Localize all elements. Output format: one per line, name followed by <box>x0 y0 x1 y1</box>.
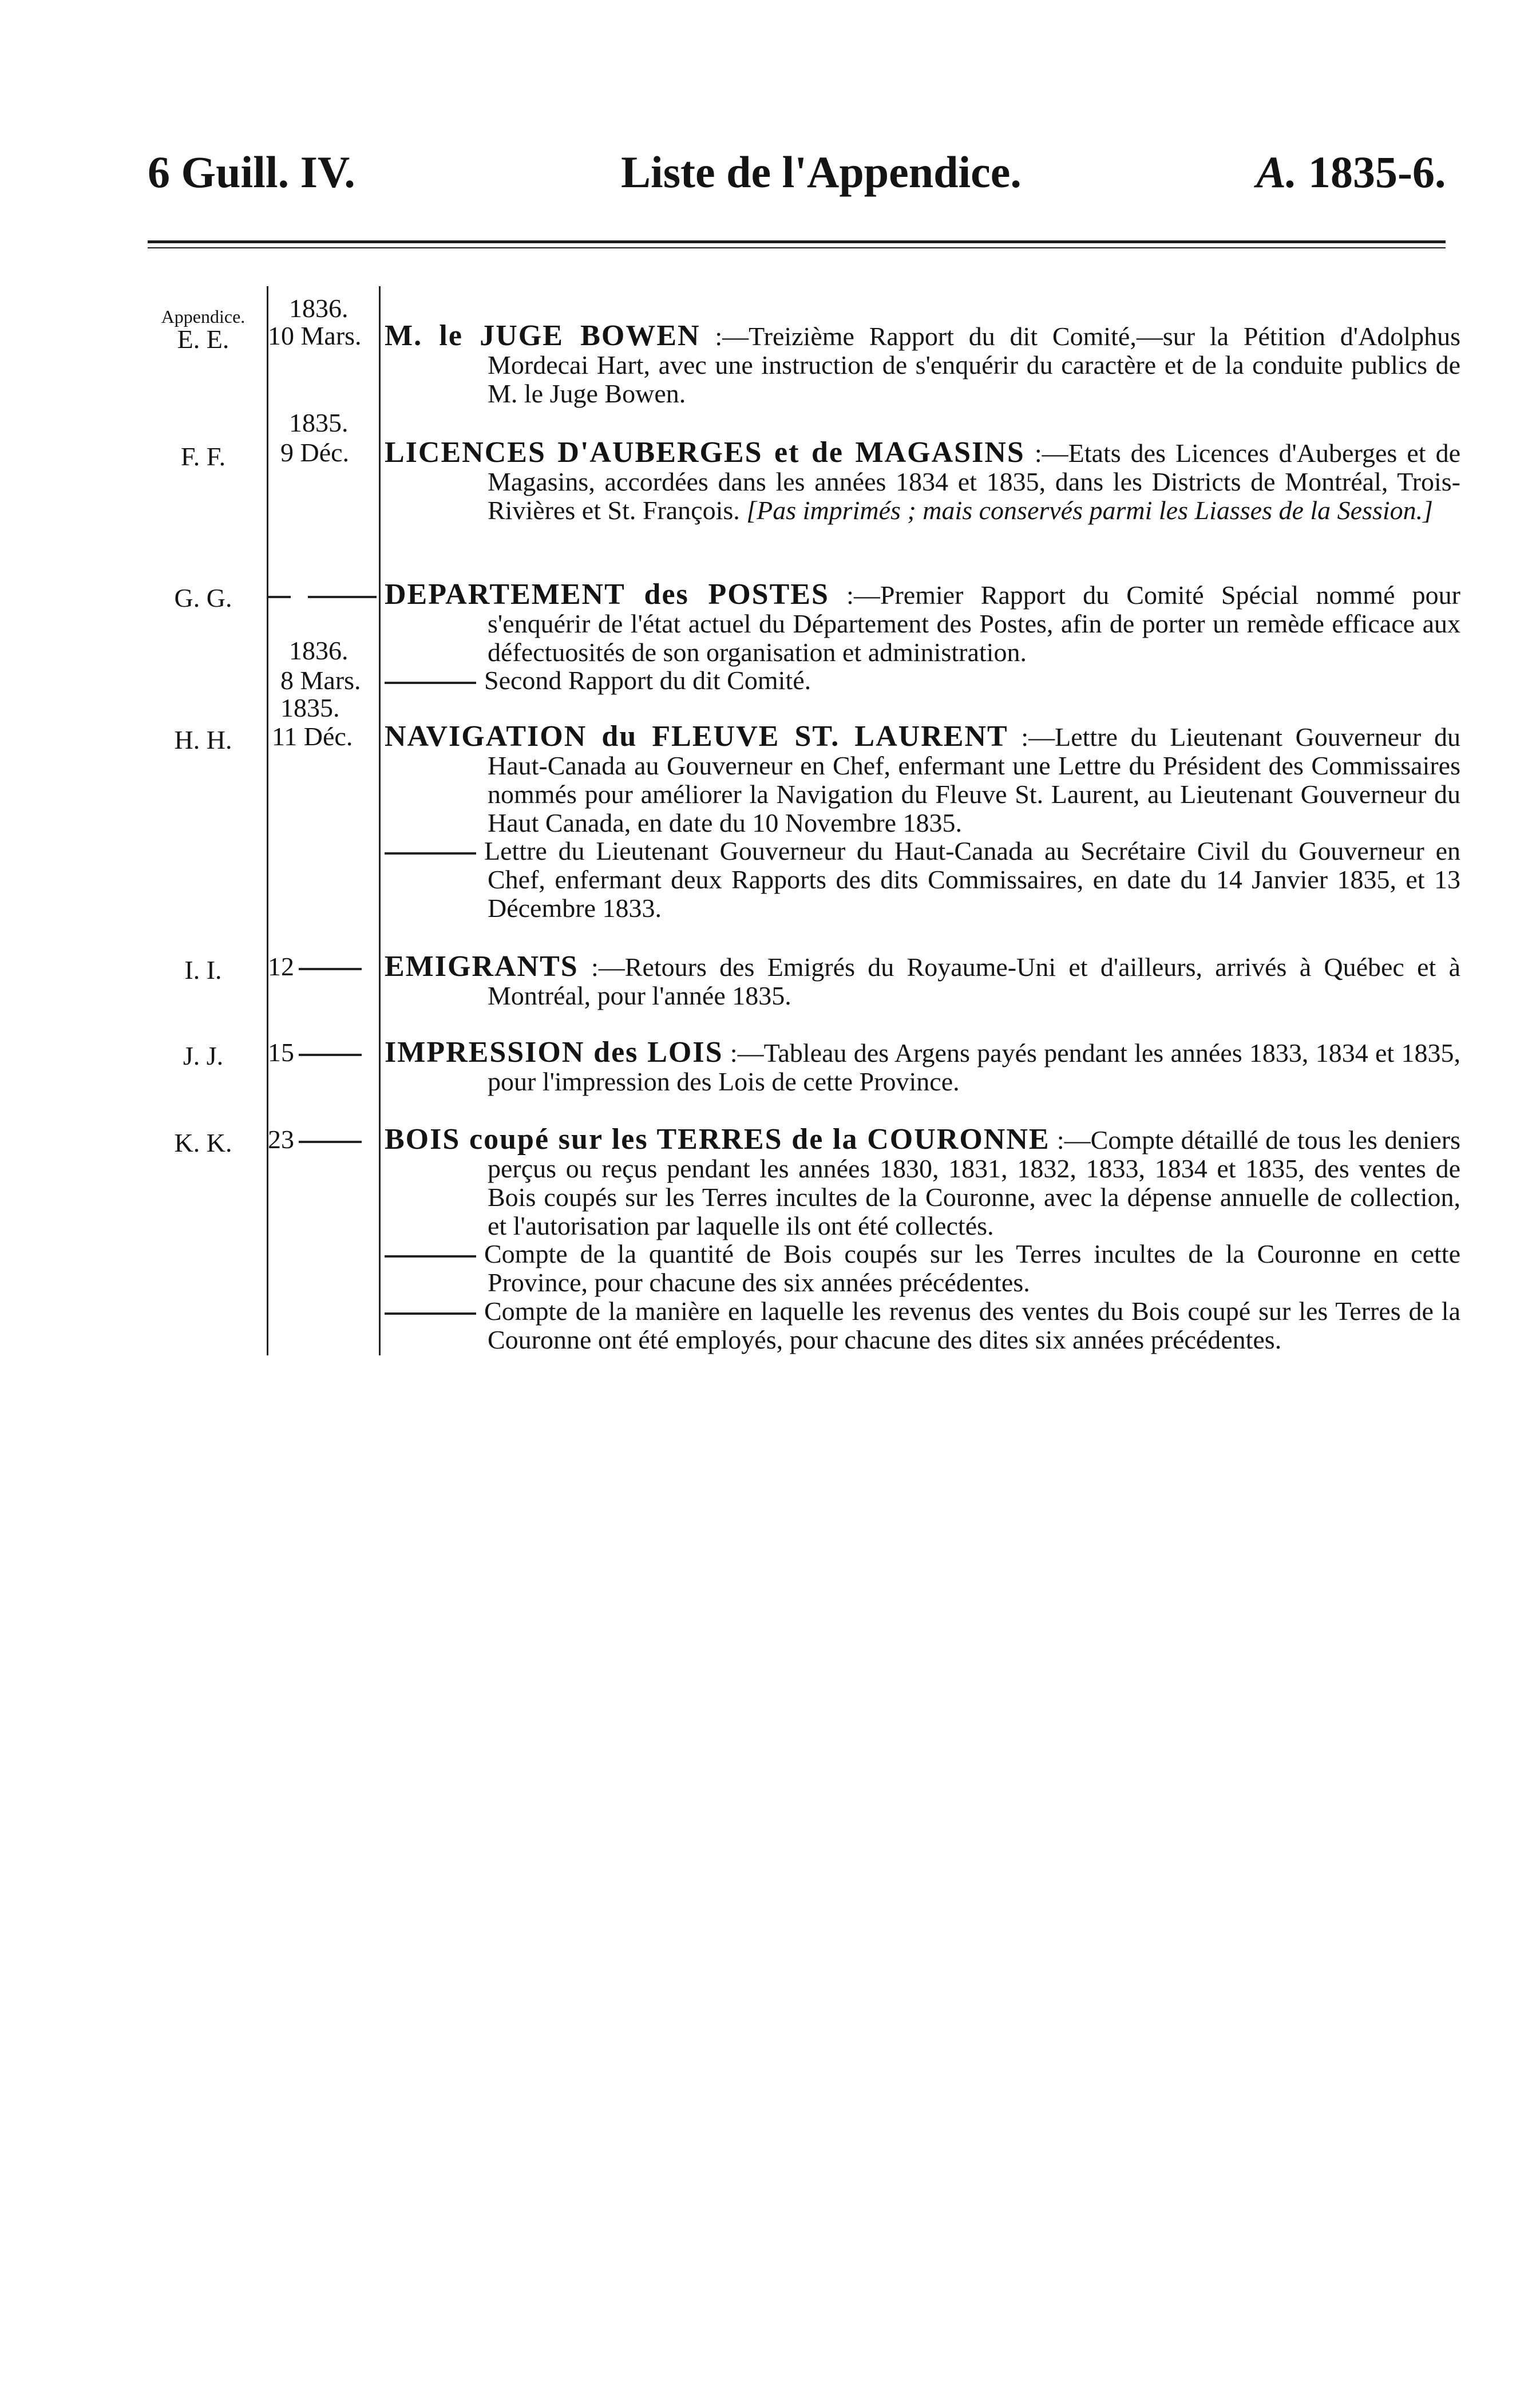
entry-description: :—Lettre du Lieutenant Gouverneur du Haut-Canada au Gouverneur en Chef, enfermant une Lettre du Président des Commissaires nommés pour améliorer la Navigation du Fleuve St. Laurent, au Lieutenant Gouverneur du Haut Canada, en date du 10 Novembre 1835. <box>488 722 1460 837</box>
header-rule-thin <box>148 247 1446 248</box>
appendix-ref: J. J. <box>183 1041 224 1070</box>
entry-description: :—Tableau des Argens payés pendant les années 1833, 1834 et 1835, pour l'impression des Lois de cette Province. <box>488 1038 1460 1096</box>
entry-description: Second Rapport du dit Comité. <box>484 666 811 695</box>
entry-subtext <box>385 837 1460 923</box>
entry-description: Compte de la quantité de Bois coupés sur les Terres incultes de la Couronne en cette Province, pour chacune des six années précédentes. <box>484 1239 1460 1297</box>
entry-year: 1835. <box>289 408 349 437</box>
entry-date-day: 15 <box>268 1038 371 1067</box>
entry-subject: IMPRESSION des LOIS <box>385 1036 723 1069</box>
entry-subject: M. le JUGE BOWEN <box>385 319 700 352</box>
entry-subject: NAVIGATION du FLEUVE ST. LAURENT <box>385 720 1008 753</box>
entry-text <box>385 1038 1460 1096</box>
entry-subject: LICENCES D'AUBERGES et de MAGASINS <box>385 436 1025 469</box>
entry-date-day: 23 <box>268 1125 371 1154</box>
entry-text <box>385 952 1460 1010</box>
appendix-ref: F. F. <box>180 442 226 471</box>
entry-subtext <box>385 666 1460 695</box>
entry-year: 1835. <box>280 693 340 722</box>
entry-description: Lettre du Lieutenant Gouverneur du Haut-Canada au Secrétaire Civil du Gouverneur en Chef, enfermant deux Rapports des dits Commissaires, en date du 14 Janvier 1835, et 13 Décembre 1833. <box>484 836 1460 923</box>
header-regnal-year: 6 Guill. IV. <box>148 147 355 197</box>
entry-description: :—Compte détaillé de tous les deniers perçus ou reçus pendant les années 1830, 1831, 1832, 1833, 1834 et 1835, des ventes de Bois coupés sur les Terres incultes de la Couronne, avec la dépense annuelle de collection, et l'autorisation par laquelle ils ont été collectés. <box>488 1125 1460 1240</box>
header-letter: A. <box>1256 147 1297 197</box>
entry-text <box>385 580 1460 667</box>
ditto-dash <box>385 1312 476 1315</box>
entry-text <box>385 319 1460 408</box>
column-divider-app <box>267 286 268 1355</box>
entry-description: :—Premier Rapport du Comité Spécial nommé pour s'enquérir de l'état actuel du Département des Postes, afin de porter un remède efficace aux défectuosités de son organisation et administration. <box>488 580 1461 667</box>
entry-subject: BOIS coupé sur les TERRES de la COURONNE <box>385 1123 1050 1156</box>
ditto-dash <box>385 1255 476 1258</box>
appendix-ref: E. E. <box>177 325 229 354</box>
entry-text <box>385 1125 1460 1240</box>
entry-description: Compte de la manière en laquelle les revenus des ventes du Bois coupé sur les Terres de la Couronne ont été employés, pour chacune des dites six années précédentes. <box>484 1296 1460 1354</box>
entry-date: 10 Mars. <box>268 321 362 350</box>
header-year <box>1256 147 1446 197</box>
entry-date: 8 Mars. <box>280 666 361 695</box>
entry-description: :—Treizième Rapport du dit Comité,—sur la Pétition d'Adolphus Mordecai Hart, avec une instruction de s'enquérir du caractère et de la conduite publics de M. le Juge Bowen. <box>488 322 1460 408</box>
entry-subject: EMIGRANTS <box>385 950 579 983</box>
ditto-dash <box>385 682 476 684</box>
entry-text <box>385 438 1460 525</box>
entry-note: [Pas imprimés ; mais conservés parmi les Liasses de la Session.] <box>746 496 1434 525</box>
appendix-ref: H. H. <box>174 725 232 754</box>
entry-date-day: 12 <box>268 952 371 981</box>
entry-date: 9 Déc. <box>280 438 350 467</box>
entry-text <box>385 722 1460 837</box>
entry-date: 11 Déc. <box>272 722 353 751</box>
entry-description: :—Retours des Emigrés du Royaume-Uni et d'ailleurs, arrivés à Québec et à Montréal, pour l'année 1835. <box>488 952 1460 1010</box>
entry-subject: DEPARTEMENT des POSTES <box>385 578 829 611</box>
ditto-dash <box>385 852 476 855</box>
entry-subtext <box>385 1297 1460 1354</box>
header-session: 1835-6. <box>1308 147 1446 197</box>
appendix-ref: I. I. <box>184 955 222 984</box>
entry-description: :—Etats des Licences d'Auberges et de Magasins, accordées dans les années 1834 et 1835, dans les Districts de Montréal, Trois-Rivières et St. François. <box>488 438 1460 525</box>
appendix-ref: K. K. <box>174 1128 232 1157</box>
appendix-ref: G. G. <box>174 583 232 612</box>
column-head-appendice: Appendice. <box>161 306 246 327</box>
header-rule-thick <box>148 240 1446 243</box>
entry-year: 1836. <box>289 636 349 665</box>
header-title: Liste de l'Appendice. <box>621 147 1022 197</box>
entry-subtext <box>385 1240 1460 1297</box>
entry-year: 1836. <box>289 294 349 323</box>
entry-date-ditto <box>268 580 371 609</box>
